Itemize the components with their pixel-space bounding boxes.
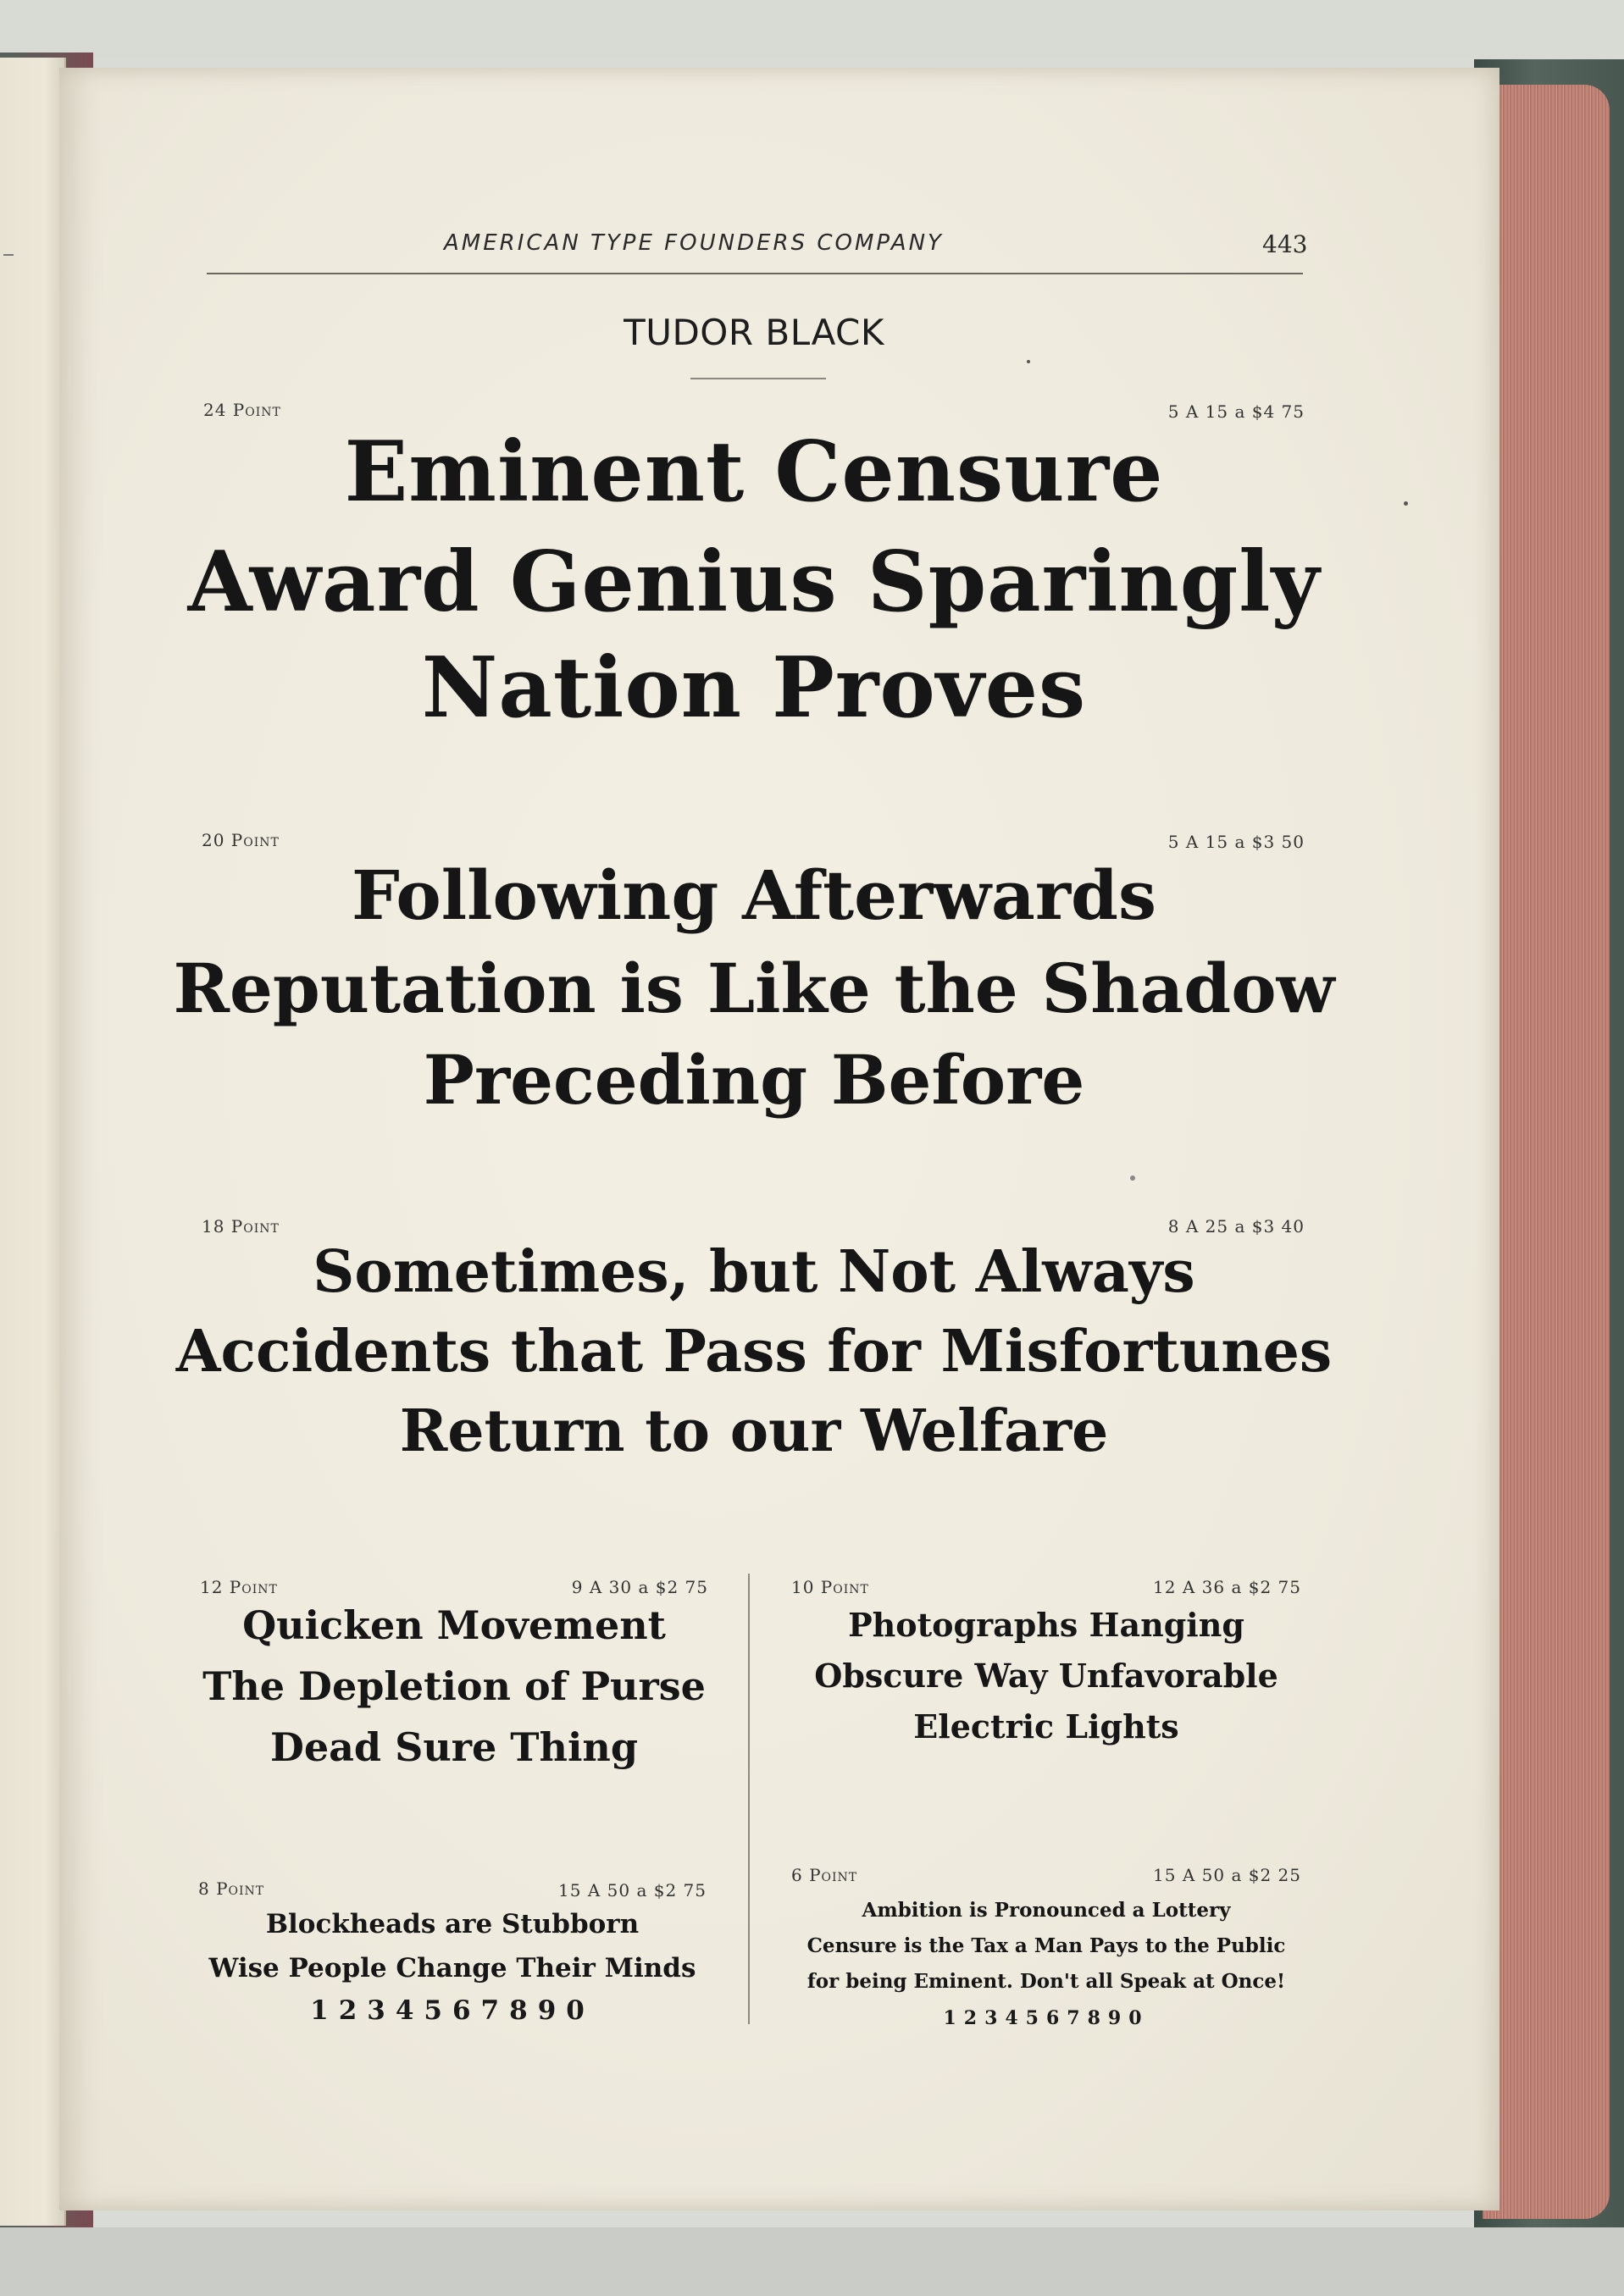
specimen-8-line-2: Wise People Change Their Minds <box>208 1953 696 1983</box>
specimen-12-line-3: Dead Sure Thing <box>269 1724 639 1770</box>
specimen-10-line-2: Obscure Way Unfavorable <box>814 1657 1278 1695</box>
specimen-6-line-3: for being Eminent. Don't all Speak at Once! <box>806 1970 1286 1993</box>
title-ornament-rule <box>690 378 826 379</box>
specimen-20-line-1: Following Afterwards <box>351 855 1157 935</box>
specimen-8-line-1: Blockheads are Stubborn <box>265 1909 640 1939</box>
paper-speck <box>1027 360 1030 363</box>
price-24: 5 A 15 a $4 75 <box>1167 401 1305 422</box>
paper-speck <box>1404 501 1408 506</box>
specimen-10-line-1: Photographs Hanging <box>848 1606 1244 1644</box>
specimen-12-line-1: Quicken Movement <box>242 1602 666 1648</box>
price-6: 15 A 50 a $2 25 <box>1153 1865 1301 1885</box>
specimen-6-line-1: Ambition is Pronounced a Lottery <box>862 1899 1231 1922</box>
price-12: 9 A 30 a $2 75 <box>571 1577 708 1597</box>
size-label-6: 6 Point <box>791 1865 858 1885</box>
facing-page-mark <box>3 254 14 256</box>
size-label-12: 12 Point <box>200 1577 278 1597</box>
specimen-8-figures: 1234567890 <box>310 1995 595 2026</box>
typeface-name: TUDOR BLACK <box>624 312 884 353</box>
header-rule <box>207 273 1303 274</box>
size-label-10: 10 Point <box>791 1577 869 1597</box>
specimen-10-line-3: Electric Lights <box>913 1707 1179 1746</box>
size-label-24: 24 Point <box>203 400 281 420</box>
specimen-24-line-3: Nation Proves <box>421 639 1087 737</box>
price-8: 15 A 50 a $2 75 <box>558 1880 707 1900</box>
price-20: 5 A 15 a $3 50 <box>1167 832 1305 852</box>
price-10: 12 A 36 a $2 75 <box>1153 1577 1301 1597</box>
specimen-6-line-2: Censure is the Tax a Man Pays to the Public <box>806 1934 1286 1957</box>
specimen-24-line-1: Eminent Censure <box>344 423 1164 521</box>
page-number: 443 <box>1262 230 1308 258</box>
specimen-20-line-3: Preceding Before <box>423 1040 1085 1120</box>
paper-speck <box>1130 1176 1135 1181</box>
specimen-18-line-3: Return to our Welfare <box>399 1397 1109 1465</box>
size-label-20: 20 Point <box>202 830 280 850</box>
background-bottom <box>0 2227 1624 2296</box>
size-label-8: 8 Point <box>198 1878 265 1899</box>
specimen-6-figures: 1234567890 <box>943 2007 1150 2029</box>
running-head-title: AMERICAN TYPE FOUNDERS COMPANY <box>444 230 944 256</box>
book-page <box>59 68 1499 2210</box>
specimen-20-line-2: Reputation is Like the Shadow <box>173 949 1335 1028</box>
size-label-18: 18 Point <box>202 1216 280 1237</box>
specimen-12-line-2: The Depletion of Purse <box>202 1663 706 1709</box>
page-edges <box>1483 85 1610 2219</box>
specimen-18-line-2: Accidents that Pass for Misfortunes <box>175 1318 1333 1386</box>
background-top <box>0 0 1624 59</box>
specimen-24-line-2: Award Genius Sparingly <box>187 534 1321 631</box>
price-18: 8 A 25 a $3 40 <box>1167 1216 1305 1237</box>
column-divider <box>748 1574 750 2024</box>
specimen-18-line-1: Sometimes, but Not Always <box>313 1238 1195 1306</box>
facing-page-edge <box>0 58 66 2226</box>
